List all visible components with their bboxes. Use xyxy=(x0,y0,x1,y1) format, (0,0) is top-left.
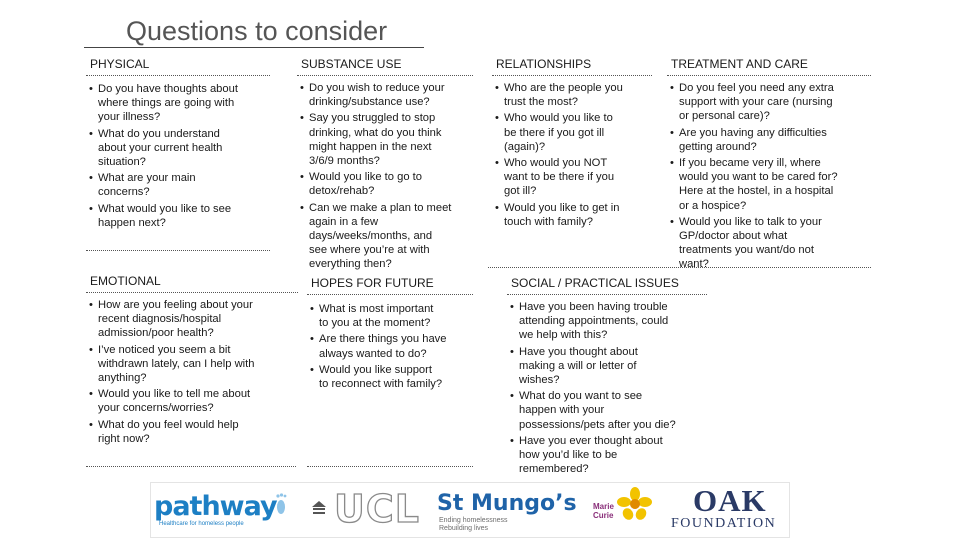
question-text: Who are the people you xyxy=(504,82,623,94)
question-item xyxy=(507,345,707,388)
question-text: drinking, what do you think xyxy=(309,126,442,139)
section-heading: EMOTIONAL xyxy=(90,274,161,288)
bullet-icon: • xyxy=(670,126,674,139)
question-item xyxy=(297,170,473,198)
question-text: making a will or letter of xyxy=(519,359,637,372)
question-text: getting around? xyxy=(679,140,757,153)
question-list xyxy=(492,81,652,229)
partner-logos-strip xyxy=(150,482,790,538)
question-text: concerns? xyxy=(98,186,150,199)
dotted-divider xyxy=(307,466,473,467)
bullet-icon: • xyxy=(510,390,514,403)
bullet-icon: • xyxy=(495,82,499,94)
question-text: attending appointments, could xyxy=(519,315,669,328)
question-text: What do you understand xyxy=(98,127,220,140)
bullet-icon: • xyxy=(89,172,93,185)
section-heading: RELATIONSHIPS xyxy=(496,57,592,71)
question-text: How are you feeling about your xyxy=(98,299,253,311)
question-text: Do you have thoughts about xyxy=(98,83,238,95)
question-list xyxy=(86,298,298,446)
question-text: see where you’re at with xyxy=(309,244,430,257)
question-text: What do you feel would help xyxy=(98,418,239,431)
question-text: everything then? xyxy=(309,258,392,271)
question-text: right now? xyxy=(98,432,150,445)
question-item xyxy=(492,81,652,109)
question-item xyxy=(507,389,707,432)
question-text: days/weeks/months, and xyxy=(309,230,433,243)
question-item xyxy=(86,127,270,170)
question-text: support with your care (nursing xyxy=(679,96,833,109)
question-text: Are you having any difficulties xyxy=(679,126,827,139)
question-item xyxy=(492,201,652,229)
question-text: Would you like to get in xyxy=(504,201,620,214)
question-text: Say you struggled to stop xyxy=(309,112,436,125)
bullet-icon: • xyxy=(89,202,93,215)
bullet-icon: • xyxy=(310,303,314,315)
section-heading: HOPES FOR FUTURE xyxy=(311,276,434,290)
section-heading: SUBSTANCE USE xyxy=(301,57,402,71)
dotted-divider xyxy=(492,75,652,76)
section-heading: TREATMENT AND CARE xyxy=(671,57,808,71)
marie-curie-wordmark: Marie xyxy=(593,502,614,511)
bullet-icon: • xyxy=(495,157,499,170)
bullet-icon: • xyxy=(89,83,93,95)
dotted-divider xyxy=(86,466,296,467)
question-text: touch with family? xyxy=(504,215,593,228)
pathway-tagline: Healthcare for homeless people xyxy=(159,521,244,527)
bullet-icon: • xyxy=(300,82,304,94)
question-item xyxy=(86,387,298,415)
bullet-icon: • xyxy=(510,301,514,313)
question-text: again in a few xyxy=(309,215,379,228)
question-text: Are there things you have xyxy=(319,333,447,346)
section-hopes-for-future xyxy=(307,276,473,393)
question-item xyxy=(297,111,473,168)
question-text: withdrawn lately, can I help with xyxy=(98,357,255,370)
question-item xyxy=(297,201,473,272)
bullet-icon: • xyxy=(310,333,314,346)
question-text: about your current health xyxy=(98,141,223,154)
question-text: Who would you like to xyxy=(504,112,613,125)
dotted-divider xyxy=(667,75,871,76)
question-item xyxy=(86,202,270,230)
dotted-divider xyxy=(86,75,270,76)
question-text: Do you feel you need any extra xyxy=(679,82,834,94)
bullet-icon: • xyxy=(89,127,93,140)
question-text: how you’d like to be xyxy=(519,449,618,462)
question-item xyxy=(307,332,473,360)
question-text: trust the most? xyxy=(504,96,578,109)
bullet-icon: • xyxy=(670,157,674,170)
section-substance-use xyxy=(297,57,473,274)
marie-curie-logo xyxy=(587,483,667,537)
question-text: Here at the hostel, in a hospital xyxy=(679,185,834,198)
question-item xyxy=(307,302,473,330)
question-text: happen with your xyxy=(519,404,605,417)
dotted-divider xyxy=(297,75,473,76)
bullet-icon: • xyxy=(300,201,304,214)
question-item xyxy=(86,298,298,341)
page-title: Questions to consider xyxy=(126,16,388,46)
question-list xyxy=(86,82,270,230)
question-item xyxy=(492,156,652,199)
question-text: want to be there if you xyxy=(504,171,615,184)
question-text: What is most important xyxy=(319,303,434,315)
question-text: or a hospice? xyxy=(679,199,747,212)
dotted-divider xyxy=(307,294,473,295)
section-physical xyxy=(86,57,270,232)
question-text: What do you want to see xyxy=(519,390,643,403)
oak-foundation-logo xyxy=(671,483,789,537)
question-text: your illness? xyxy=(98,111,161,124)
question-text: we help with this? xyxy=(519,329,608,342)
section-heading: PHYSICAL xyxy=(90,57,150,71)
ucl-wordmark: UCL xyxy=(334,487,420,531)
question-text: (again)? xyxy=(504,140,546,153)
question-text: Have you been having trouble xyxy=(519,301,668,313)
question-text: Who would you NOT xyxy=(504,157,608,170)
question-text: If you became very ill, where xyxy=(679,157,821,170)
question-list xyxy=(507,300,707,476)
question-text: happen next? xyxy=(98,216,166,229)
question-item xyxy=(492,111,652,154)
section-relationships xyxy=(492,57,652,231)
st-mungos-tagline: Rebuilding lives xyxy=(439,525,489,532)
question-text: situation? xyxy=(98,156,146,169)
question-item xyxy=(667,156,871,213)
bullet-icon: • xyxy=(89,388,93,401)
question-text: Would you like to tell me about xyxy=(98,388,251,401)
question-text: I’ve noticed you seem a bit xyxy=(98,343,231,356)
question-text: 3/6/9 months? xyxy=(309,155,380,168)
question-text: Would you like to go to xyxy=(309,171,422,184)
ucl-logo xyxy=(309,483,419,537)
question-text: want? xyxy=(679,258,709,271)
st-mungos-tagline: Ending homelessness xyxy=(439,517,508,524)
section-treatment-and-care xyxy=(667,57,871,274)
question-text: your concerns/worries? xyxy=(98,402,214,415)
question-item xyxy=(667,215,871,272)
bullet-icon: • xyxy=(89,343,93,356)
question-list xyxy=(297,81,473,272)
section-heading: SOCIAL / PRACTICAL ISSUES xyxy=(511,276,679,290)
bullet-icon: • xyxy=(495,201,499,214)
question-text: where things are going with xyxy=(98,97,235,110)
question-item xyxy=(86,418,298,446)
bullet-icon: • xyxy=(89,418,93,431)
question-text: always wanted to do? xyxy=(319,347,427,360)
question-text: What would you like to see xyxy=(98,202,232,215)
question-text: be there if you got ill xyxy=(504,126,605,139)
question-text: recent diagnosis/hospital xyxy=(98,313,222,326)
oak-wordmark: OAK xyxy=(693,483,767,518)
question-list xyxy=(667,81,871,272)
question-text: possessions/pets after you die? xyxy=(519,418,676,431)
dotted-divider xyxy=(86,250,270,251)
bullet-icon: • xyxy=(310,363,314,376)
question-item xyxy=(667,81,871,124)
question-text: might happen in the next xyxy=(309,140,432,153)
pathway-wordmark: pathway xyxy=(154,491,277,522)
dotted-divider xyxy=(507,294,707,295)
question-text: would you want to be cared for? xyxy=(679,171,838,184)
footprint-icon xyxy=(273,491,289,517)
bullet-icon: • xyxy=(510,434,514,447)
portico-icon xyxy=(311,500,327,516)
question-text: remembered? xyxy=(519,463,589,476)
question-item xyxy=(297,81,473,109)
bullet-icon: • xyxy=(300,171,304,184)
question-text: Have you ever thought about xyxy=(519,434,663,447)
question-text: GP/doctor about what xyxy=(679,230,788,243)
daffodil-icon xyxy=(617,486,653,522)
question-item xyxy=(667,126,871,154)
dotted-divider xyxy=(86,292,298,293)
section-emotional xyxy=(86,274,298,448)
question-text: Would you like support xyxy=(319,363,432,376)
question-text: What are your main xyxy=(98,172,196,185)
question-text: got ill? xyxy=(504,185,537,198)
section-social-practical xyxy=(507,276,707,478)
question-item xyxy=(86,171,270,199)
question-item xyxy=(307,363,473,391)
bullet-icon: • xyxy=(670,82,674,94)
question-item xyxy=(507,434,707,477)
marie-curie-wordmark: Curie xyxy=(593,511,614,520)
bullet-icon: • xyxy=(670,215,674,228)
bullet-icon: • xyxy=(510,345,514,358)
st-mungos-logo xyxy=(437,483,577,537)
question-text: or personal care)? xyxy=(679,110,770,123)
question-text: Would you like to talk to your xyxy=(679,215,822,228)
question-text: anything? xyxy=(98,372,147,385)
st-mungos-wordmark: St Mungo’s xyxy=(437,491,577,516)
question-text: treatments you want/do not xyxy=(679,244,814,257)
bullet-icon: • xyxy=(89,299,93,311)
question-text: detox/rehab? xyxy=(309,185,375,198)
oak-foundation-subtitle: FOUNDATION xyxy=(671,516,777,531)
question-item xyxy=(86,343,298,386)
question-text: Can we make a plan to meet xyxy=(309,201,452,214)
bullet-icon: • xyxy=(495,112,499,125)
title-underline xyxy=(84,47,424,48)
pathway-logo xyxy=(151,483,291,537)
question-item xyxy=(507,300,707,343)
question-text: admission/poor health? xyxy=(98,327,214,340)
question-text: Do you wish to reduce your xyxy=(309,82,445,94)
dotted-divider xyxy=(488,267,871,268)
question-text: Have you thought about xyxy=(519,345,638,358)
question-item xyxy=(86,82,270,125)
question-text: to you at the moment? xyxy=(319,317,431,330)
bullet-icon: • xyxy=(300,112,304,125)
question-text: to reconnect with family? xyxy=(319,378,443,391)
question-list xyxy=(307,302,473,391)
question-text: wishes? xyxy=(519,374,560,387)
question-text: drinking/substance use? xyxy=(309,96,430,109)
